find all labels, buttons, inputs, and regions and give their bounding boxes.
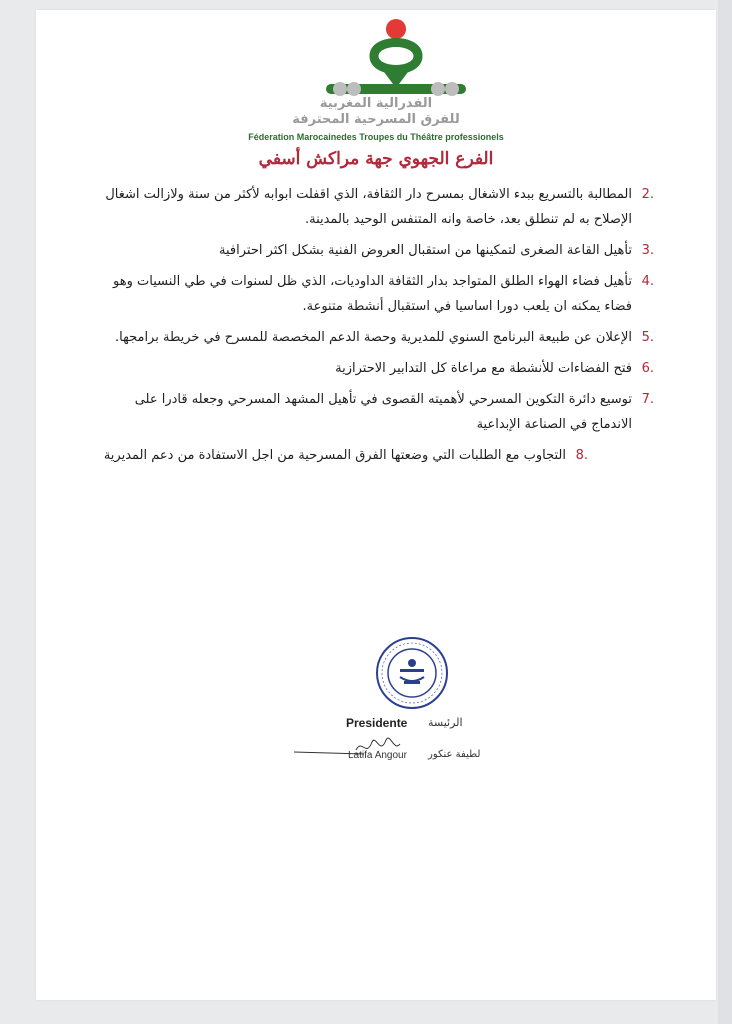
president-name-fr: Latifa Angour <box>348 750 407 761</box>
list-item <box>94 387 654 437</box>
item-number: 5. <box>641 330 654 345</box>
item-number: 8. <box>575 448 588 463</box>
signature-block <box>294 710 494 780</box>
document-page <box>36 10 716 1000</box>
org-name-arabic-line2: للفرق المسرحية المحترفة <box>292 112 460 127</box>
list-item <box>94 356 654 381</box>
president-title-ar: الرئيسة <box>428 716 463 729</box>
item-number: 2. <box>641 187 654 202</box>
list-item <box>94 325 654 350</box>
item-text: التجاوب مع الطلبات التي وضعتها الفرق المسرحية من اجل الاستفادة من دعم المديرية <box>103 448 566 463</box>
org-name-arabic-line1: الفدرالية المغربية <box>319 96 433 111</box>
list-item <box>94 269 654 319</box>
item-number: 7. <box>641 392 654 407</box>
item-text: توسيع دائرة التكوين المسرحي لأهميته القصوى في تأهيل المشهد المسرحي وجعله قادرا على الاندماج في الصناعة الإبداعية <box>134 392 632 432</box>
demands-list <box>94 182 654 474</box>
list-item <box>94 238 654 263</box>
president-name-ar: لطيفة عنكور <box>428 749 481 760</box>
list-item <box>94 182 654 232</box>
item-text: المطالبة بالتسريع ببدء الاشغال بمسرح دار الثقافة، الذي اقفلت ابوابه لأكثر من سنة ولازالت اشغال الإصلاح به لم تنطلق بعد، خاصة وانه المتنفس الوحيد بالمدينة. <box>105 187 632 227</box>
item-number: 6. <box>641 361 654 376</box>
president-title-fr: Presidente <box>346 716 408 730</box>
item-text: تأهيل فضاء الهواء الطلق المتواجد بدار الثقافة الداوديات، الذي ظل لسنوات في طي النسيات وهو فضاء يمكنه ان يلعب دورا اساسيا في استقبال أنشطة متنوعة. <box>113 274 632 314</box>
item-text: فتح الفضاءات للأنشطة مع مراعاة كل التدابير الاحترازية <box>335 361 632 376</box>
org-name-french: Féderation Marocainedes Troupes du Théâtre professionels <box>248 132 504 142</box>
official-stamp-icon <box>374 635 450 711</box>
item-text: الإعلان عن طبيعة البرنامج السنوي للمديرية وحصة الدعم المخصصة للمسرح في خريطة برامجها. <box>115 330 632 345</box>
item-number: 3. <box>641 243 654 258</box>
list-item <box>94 443 588 468</box>
window-edge <box>718 0 732 1024</box>
item-number: 4. <box>641 274 654 289</box>
branch-title: الفرع الجهوي جهة مراكش أسفي <box>258 149 494 169</box>
item-text: تأهيل القاعة الصغرى لتمكينها من استقبال العروض الفنية بشكل اكثر احترافية <box>219 243 632 258</box>
